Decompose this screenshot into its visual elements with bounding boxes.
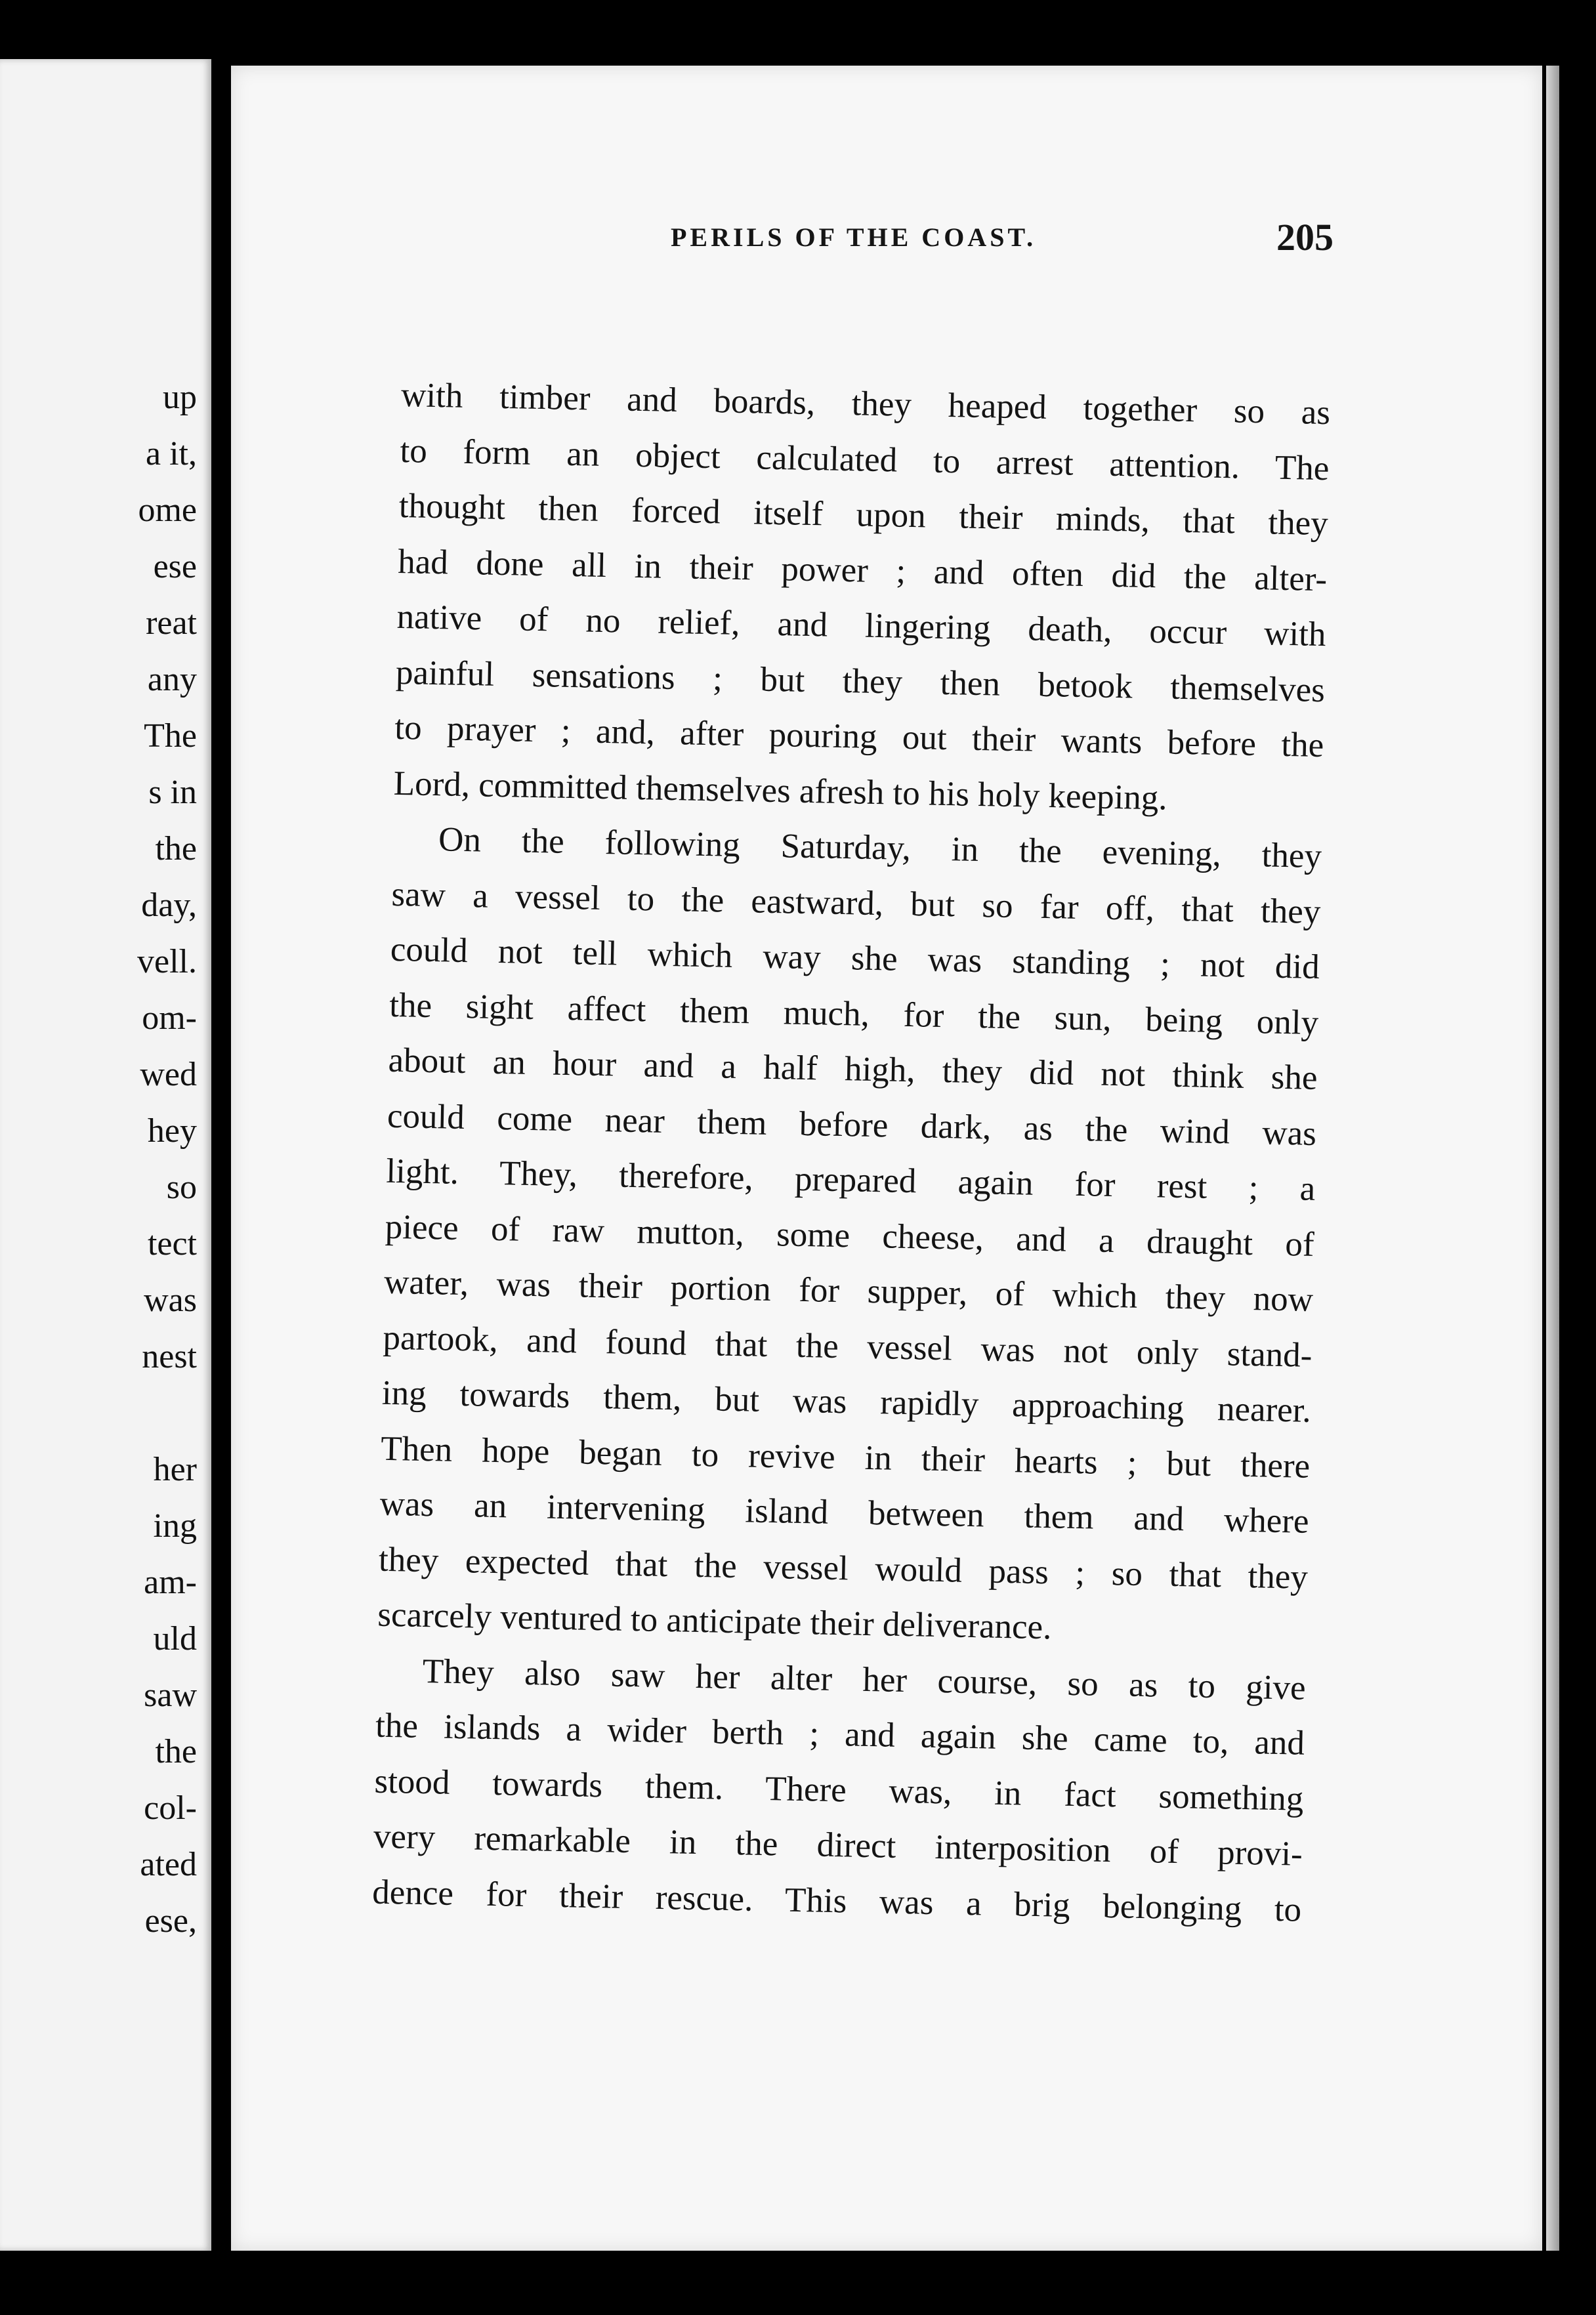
previous-page-line: om- (142, 999, 197, 1037)
text-line: piece of raw mutton, some cheese, and a draught of (385, 1207, 1315, 1264)
previous-page-line: her (153, 1451, 197, 1488)
previous-page-line: ese (153, 548, 197, 585)
previous-page-line: wed (140, 1056, 197, 1093)
previous-page-line: ated (140, 1846, 197, 1883)
previous-page-line: uld (153, 1620, 197, 1658)
previous-page-line: so (166, 1169, 197, 1206)
previous-page-line: tect (147, 1225, 197, 1262)
text-line: On the following Saturday, in the evening, they (438, 820, 1322, 876)
text-line: stood towards them. There was, in fact something (374, 1762, 1304, 1818)
previous-page-line: s in (148, 774, 197, 811)
text-line: thought then forced itself upon their minds, that they (398, 486, 1329, 543)
previous-page-line: saw (144, 1677, 197, 1714)
previous-page-line: ese, (144, 1902, 197, 1940)
text-line: the sight affect them much, for the sun, being only (388, 986, 1319, 1042)
text-line: was an intervening island between them and where (379, 1484, 1310, 1541)
text-line: Then hope began to revive in their hearts ; but there (380, 1429, 1311, 1486)
previous-page-line: col- (144, 1789, 197, 1827)
text-line: with timber and boards, they heaped together so as (400, 375, 1331, 432)
previous-page-line: The (144, 717, 197, 755)
previous-page-line: day, (141, 886, 197, 924)
text-line: partook, and found that the vessel was not only stand- (383, 1318, 1312, 1375)
previous-page-line: up (163, 379, 197, 416)
previous-page-line: the (155, 830, 197, 867)
text-line: Lord, committed themselves afresh to his holy keeping. (393, 764, 1168, 818)
previous-page-line: ing (153, 1507, 197, 1545)
text-line: could come near them before dark, as the wind was (387, 1096, 1317, 1153)
previous-page-line: the (155, 1733, 197, 1770)
previous-page-line: am- (144, 1564, 197, 1601)
previous-page-line: hey (147, 1112, 197, 1150)
previous-page-line: vell. (137, 943, 197, 980)
previous-page-line: nest (142, 1338, 197, 1375)
text-line: They also saw her alter her course, so as to give (422, 1652, 1307, 1707)
text-line: they expected that the vessel would pass ; so that they (378, 1540, 1309, 1596)
text-line: to form an object calculated to arrest attention. The (400, 431, 1330, 488)
text-line: saw a vessel to the eastward, but so far off, that they (391, 875, 1321, 931)
previous-page-line: ome (138, 491, 197, 529)
previous-page-line: any (147, 661, 197, 698)
text-line: very remarkable in the direct interposition of provi- (373, 1817, 1303, 1873)
text-line: dence for their rescue. This was a brig belonging to (371, 1873, 1302, 1929)
text-line: ing towards them, but was rapidly approaching nearer. (381, 1373, 1312, 1430)
text-line: light. They, therefore, prepared again for rest ; a (385, 1152, 1316, 1208)
page-number: 205 (1276, 216, 1334, 259)
previous-page-line: was (144, 1282, 197, 1319)
paragraph (372, 1642, 1307, 1938)
text-line: native of no relief, and lingering death, occur with (396, 597, 1327, 654)
text-line: could not tell which way she was standing ; not did (390, 930, 1320, 987)
previous-page-line: reat (146, 604, 197, 642)
running-head-title: PERILS OF THE COAST. (671, 222, 1037, 252)
text-line: painful sensations ; but they then betook themselves (395, 653, 1326, 709)
paragraph (393, 367, 1331, 829)
text-line: to prayer ; and, after pouring out their wants before the (394, 708, 1324, 765)
paragraph (377, 811, 1322, 1660)
previous-page-line: a it, (146, 435, 197, 472)
text-line: scarcely ventured to anticipate their deliverance. (377, 1595, 1052, 1647)
text-line: water, was their portion for supper, of which they now (383, 1262, 1314, 1319)
page-edge (1546, 66, 1559, 2251)
running-head (434, 215, 1334, 268)
previous-page-fragment (0, 59, 211, 2251)
body-text (372, 367, 1331, 1938)
text-line: had done all in their power ; and often did the alter- (397, 542, 1328, 598)
text-line: the islands a wider berth ; and again she came to, and (375, 1706, 1305, 1762)
text-line: about an hour and a half high, they did not think she (388, 1041, 1318, 1097)
